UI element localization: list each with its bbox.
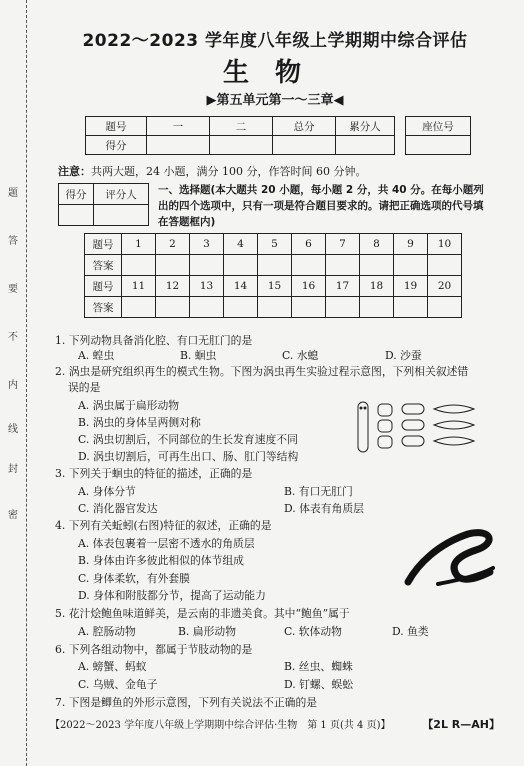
score-input-cell[interactable] (336, 136, 395, 155)
score-table (85, 116, 395, 155)
question-2-option-b[interactable]: B. 涡虫的身体呈两侧对称 (78, 416, 201, 429)
seal-char: 封 (8, 464, 18, 475)
question-1-option-d[interactable]: D. 沙蚕 (385, 349, 422, 362)
seal-char: 密 (8, 510, 18, 521)
seal-char: 要 (8, 284, 18, 295)
answer-cell[interactable] (258, 297, 292, 318)
notice-label: 注意： (58, 165, 91, 178)
section-1-heading: 一、选择题(本大题共 20 小题，每小题 2 分，共 40 分。在每小题列出的四个选项中，只有一项是符合题目要求的。请把正确选项的代号填在答题框内) (158, 184, 484, 228)
question-5-option-d[interactable]: D. 鱼类 (392, 625, 429, 638)
answer-cell[interactable] (190, 297, 224, 318)
question-number: 19 (394, 276, 428, 297)
question-3-option-c[interactable]: C. 消化器官发达 (78, 502, 158, 515)
answer-cell[interactable] (156, 255, 190, 276)
question-3-option-a[interactable]: A. 身体分节 (78, 485, 136, 498)
question-3-option-d[interactable]: D. 体表有角质层 (284, 502, 364, 515)
answer-cell[interactable] (428, 297, 462, 318)
seat-input-cell[interactable] (406, 136, 471, 155)
score-table-cell: 总分 (273, 117, 336, 136)
question-number: 15 (258, 276, 292, 297)
grader-label: 评分人 (94, 184, 149, 205)
question-6-option-c[interactable]: C. 乌贼、金龟子 (78, 678, 158, 691)
question-1-stem: 1. 下列动物具备消化腔、有口无肛门的是 (55, 334, 253, 347)
question-3-option-b[interactable]: B. 有口无肛门 (284, 485, 353, 498)
question-number: 2 (156, 234, 190, 255)
answer-cell[interactable] (360, 297, 394, 318)
answer-cell[interactable] (122, 255, 156, 276)
seat-label: 座位号 (406, 117, 471, 136)
question-number: 12 (156, 276, 190, 297)
question-2-option-d[interactable]: D. 涡虫切割后，可再生出口、肠、肛门等结构 (78, 450, 299, 463)
question-number: 20 (428, 276, 462, 297)
question-6-option-d[interactable]: D. 钉螺、蜈蚣 (284, 678, 354, 691)
answer-cell[interactable] (224, 255, 258, 276)
score-input-cell[interactable] (273, 136, 336, 155)
answer-row-label: 答案 (85, 255, 122, 276)
question-5-option-b[interactable]: B. 扁形动物 (178, 625, 236, 638)
question-6-option-a[interactable]: A. 螃蟹、蚂蚁 (78, 660, 147, 673)
answer-cell[interactable] (224, 297, 258, 318)
answer-cell[interactable] (394, 297, 428, 318)
question-number: 7 (326, 234, 360, 255)
question-number: 6 (292, 234, 326, 255)
page-footer (40, 716, 510, 732)
seal-char: 不 (8, 332, 18, 343)
answer-cell[interactable] (292, 297, 326, 318)
score-table-cell: 一 (147, 117, 210, 136)
answer-cell[interactable] (326, 297, 360, 318)
chapter-scope: ▶第五单元第一～三章◀ (206, 93, 344, 108)
question-7-stem: 7. 下图是鲫鱼的外形示意图，下列有关说法不正确的是 (55, 696, 318, 709)
question-number: 14 (224, 276, 258, 297)
answer-table (84, 233, 462, 318)
grader-score-label: 得分 (59, 184, 94, 205)
question-number: 10 (428, 234, 462, 255)
question-number: 3 (190, 234, 224, 255)
seal-char: 题 (8, 188, 18, 199)
question-number: 16 (292, 276, 326, 297)
question-number: 9 (394, 234, 428, 255)
question-number: 5 (258, 234, 292, 255)
question-number: 4 (224, 234, 258, 255)
seat-table (405, 116, 471, 155)
seal-char: 答 (8, 236, 18, 247)
seal-char: 线 (8, 424, 18, 435)
question-number: 8 (360, 234, 394, 255)
question-2-option-a[interactable]: A. 涡虫属于扁形动物 (78, 399, 180, 412)
answer-cell[interactable] (428, 255, 462, 276)
question-5-stem: 5. 花汁烩鲍鱼味道鲜美，是云南的非遗美食。其中“鲍鱼”属于 (55, 607, 350, 620)
question-2-stem-cont: 误的是 (68, 381, 101, 394)
score-input-cell[interactable] (147, 136, 210, 155)
subject-title: 生物 (222, 58, 327, 88)
answer-cell[interactable] (156, 297, 190, 318)
question-number: 11 (122, 276, 156, 297)
question-number: 17 (326, 276, 360, 297)
answer-cell[interactable] (258, 255, 292, 276)
score-input-cell[interactable] (210, 136, 273, 155)
notice-text: 共两大题，24 小题，满分 100 分，作答时间 60 分钟。 (91, 165, 367, 178)
earthworm-figure (398, 524, 498, 594)
answer-row-label: 答案 (85, 297, 122, 318)
answer-cell[interactable] (190, 255, 224, 276)
question-5-option-c[interactable]: C. 软体动物 (284, 625, 342, 638)
question-2-option-c[interactable]: C. 涡虫切割后，不同部位的生长发育速度不同 (78, 433, 298, 446)
score-table-cell: 得分 (86, 136, 147, 155)
score-table-cell: 题号 (86, 117, 147, 136)
question-2-stem: 2. 涡虫是研究组织再生的模式生物。下图为涡虫再生实验过程示意图，下列相关叙述错 (55, 365, 469, 378)
question-6-stem: 6. 下列各组动物中，都属于节肢动物的是 (55, 643, 253, 656)
question-4-stem: 4. 下列有关蚯蚓(右图)特征的叙述，正确的是 (55, 519, 272, 532)
question-1-option-b[interactable]: B. 蛔虫 (180, 349, 217, 362)
footer-info: 【2022～2023 学年度八年级上学期期中综合评估·生物 第 1 页(共 4 页)】 (50, 720, 391, 731)
grader-score-cell[interactable] (59, 205, 94, 226)
question-6-option-b[interactable]: B. 丝虫、蜘蛛 (284, 660, 353, 673)
question-number: 13 (190, 276, 224, 297)
question-4-option-c[interactable]: C. 身体柔软，有外套膜 (78, 572, 190, 585)
exam-notice (58, 163, 366, 179)
question-5-option-a[interactable]: A. 腔肠动物 (78, 625, 136, 638)
answer-cell[interactable] (394, 255, 428, 276)
question-number: 1 (122, 234, 156, 255)
answer-row-label: 题号 (85, 276, 122, 297)
question-1-option-c[interactable]: C. 水螅 (282, 349, 319, 362)
question-4-option-d[interactable]: D. 身体和附肢都分节，提高了运动能力 (78, 589, 266, 602)
question-number: 18 (360, 276, 394, 297)
question-4-option-b[interactable]: B. 身体由许多彼此相似的体节组成 (78, 554, 244, 567)
question-3-stem: 3. 下列关于蛔虫的特征的描述，正确的是 (55, 467, 253, 480)
answer-cell[interactable] (122, 297, 156, 318)
score-table-cell: 二 (210, 117, 273, 136)
grader-table (58, 183, 149, 226)
exam-title: 2022～2023 学年度八年级上学期期中综合评估 (82, 31, 468, 51)
answer-cell[interactable] (360, 255, 394, 276)
answer-cell[interactable] (326, 255, 360, 276)
answer-row-label: 题号 (85, 234, 122, 255)
question-4-option-a[interactable]: A. 体表包裹着一层密不透水的角质层 (78, 537, 255, 550)
seal-char: 内 (8, 380, 18, 391)
score-table-cell: 累分人 (336, 117, 395, 136)
planarian-regeneration-figure (352, 398, 502, 458)
answer-cell[interactable] (292, 255, 326, 276)
grader-name-cell[interactable] (94, 205, 149, 226)
question-1-option-a[interactable]: A. 蝗虫 (78, 349, 115, 362)
footer-code: 【2L R—AH】 (422, 718, 500, 731)
